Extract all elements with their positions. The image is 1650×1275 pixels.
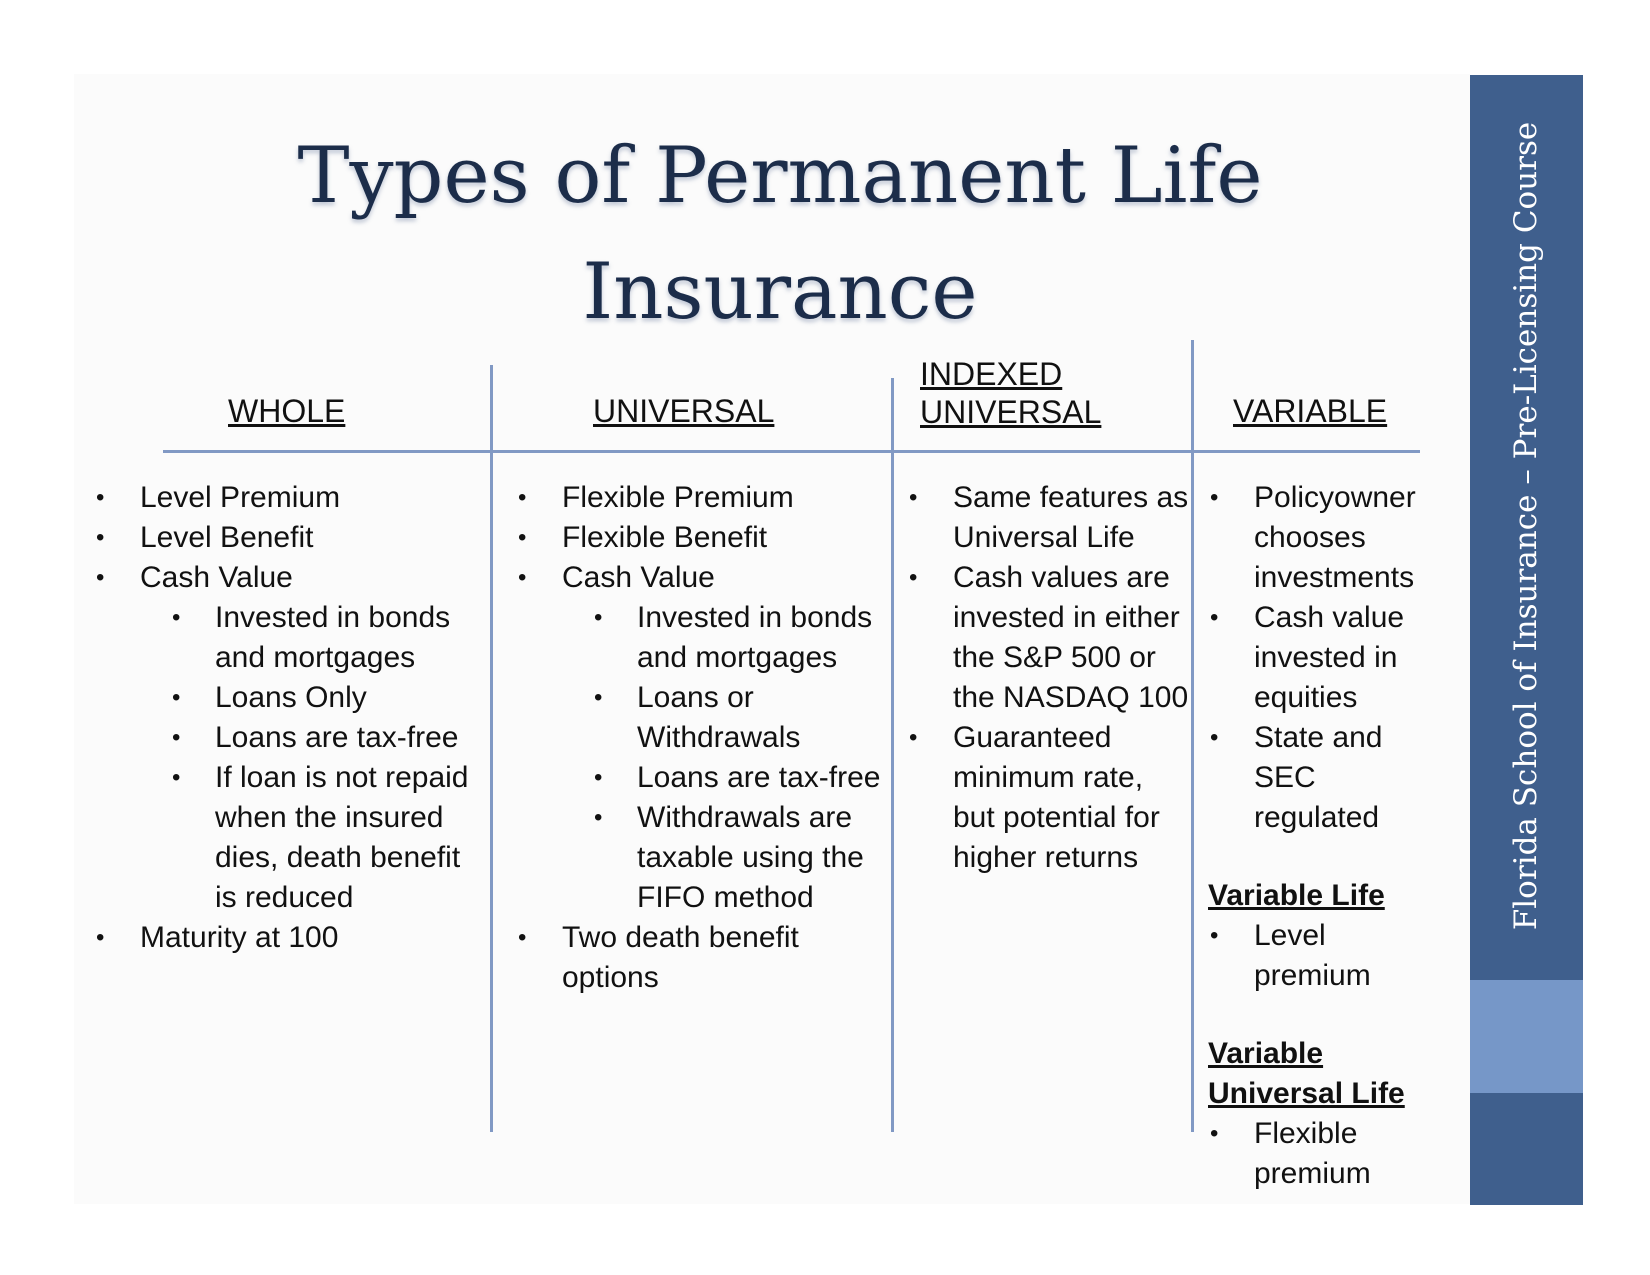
list-item: • Loans or Withdrawals <box>516 678 886 758</box>
list-item: • Loans Only <box>94 678 490 718</box>
page-title: Types of Permanent Life Insurance <box>297 131 1263 337</box>
side-bar-accent <box>1470 980 1583 1093</box>
column-divider-3 <box>1191 340 1194 1132</box>
list-item: • Same features as Universal Life <box>907 478 1189 558</box>
list-item: • Cash values are invested in either the S&P 500 or the NASDAQ 100 <box>907 558 1189 718</box>
header-variable-text: VARIABLE <box>1233 393 1388 429</box>
list-item: • Guaranteed minimum rate, but potential for higher returns <box>907 718 1189 878</box>
list-item: • Maturity at 100 <box>94 918 490 958</box>
list-indexed-universal <box>907 478 1189 878</box>
list-item: • Level Benefit <box>94 518 490 558</box>
list-item: • Flexible Premium <box>516 478 886 518</box>
list-item: • Invested in bonds and mortgages <box>516 598 886 678</box>
list-item: • Loans are tax-free <box>94 718 490 758</box>
list-whole <box>94 478 490 958</box>
list-item: • Flexible premium <box>1208 1114 1448 1194</box>
list-universal <box>516 478 886 998</box>
header-whole <box>228 392 345 430</box>
column-indexed-universal <box>907 478 1189 878</box>
header-divider <box>163 450 1420 453</box>
list-variable <box>1208 478 1448 1194</box>
subheading: Variable Universal Life <box>1208 1037 1405 1110</box>
side-label: Florida School of Insurance – Pre-Licensing Course <box>1508 121 1544 931</box>
column-variable <box>1208 478 1448 1194</box>
list-item: • Level premium <box>1208 916 1448 996</box>
list-item: • Invested in bonds and mortgages <box>94 598 490 678</box>
column-whole <box>94 478 490 958</box>
list-item: • Cash Value <box>94 558 490 598</box>
header-whole-text: WHOLE <box>228 393 346 429</box>
column-divider-1 <box>490 365 493 1132</box>
list-item: • Flexible Benefit <box>516 518 886 558</box>
list-item: • Cash Value <box>516 558 886 598</box>
list-item: • Policyowner chooses investments <box>1208 478 1448 598</box>
column-divider-2 <box>891 378 894 1132</box>
list-item: • Level Premium <box>94 478 490 518</box>
list-item: • If loan is not repaid when the insured dies, death benefit is reduced <box>94 758 490 918</box>
header-indexed-universal <box>920 355 1101 431</box>
subheading: Variable Life <box>1208 879 1385 912</box>
header-indexed-line-1: INDEXED <box>920 356 1063 392</box>
list-item: • State and SEC regulated <box>1208 718 1448 838</box>
list-item: • Withdrawals are taxable using the FIFO method <box>516 798 886 918</box>
list-item: • Cash value invested in equities <box>1208 598 1448 718</box>
column-universal <box>516 478 886 998</box>
header-variable <box>1233 392 1387 430</box>
header-indexed-line-2: UNIVERSAL <box>920 394 1102 430</box>
list-item: • Two death benefit options <box>516 918 886 998</box>
header-universal-text: UNIVERSAL <box>593 393 775 429</box>
list-item: • Loans are tax-free <box>516 758 886 798</box>
header-universal <box>593 392 774 430</box>
